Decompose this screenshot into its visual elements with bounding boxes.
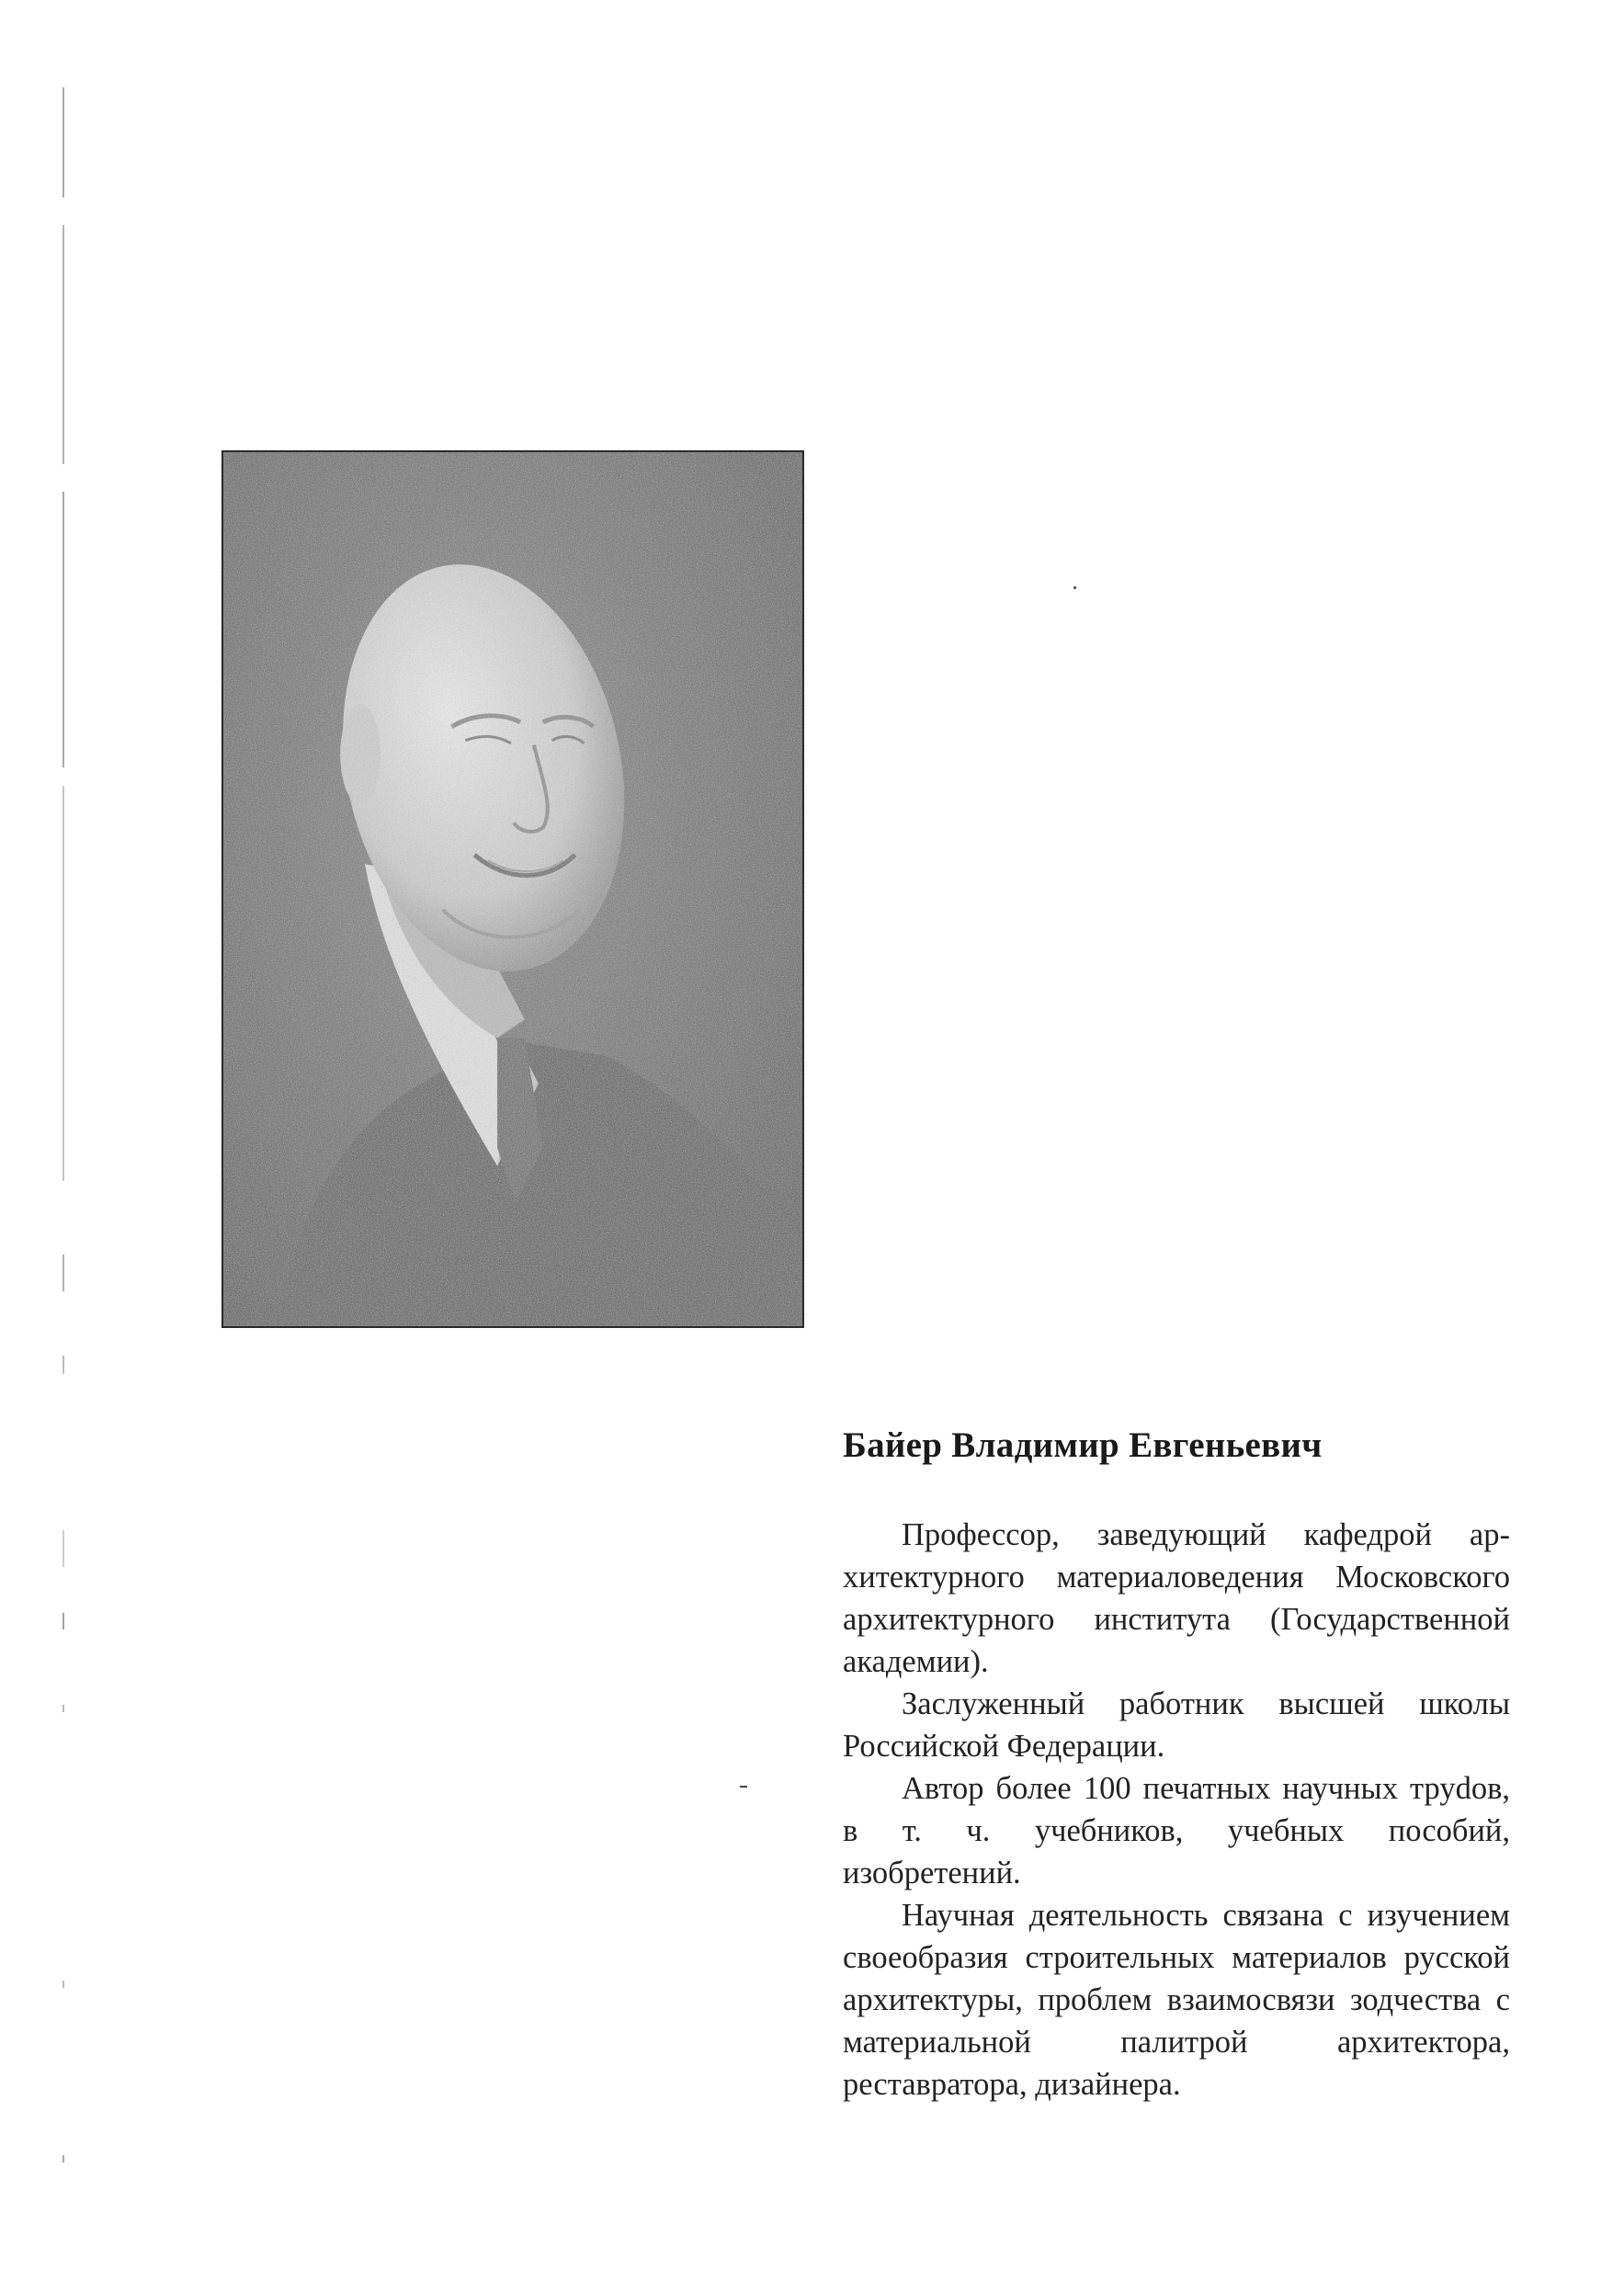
bio-paragraph-research: Научная деятельность связана с изучением своеобразия строительных материалов русской архитектуры, проблем взаимосвязи зодчества с материальной палитрой архитектора, реставратора, дизайнера. — [843, 1898, 1510, 2102]
portrait-photo — [221, 450, 804, 1328]
scan-speck — [740, 1786, 747, 1788]
scan-artifact-edge — [62, 87, 66, 2201]
bio-paragraph-publications: Автор более 100 печатных научных труdов, в т. ч. учебников, учебных пособий, изобретений. — [843, 1771, 1510, 1890]
biography-text — [843, 1514, 1510, 2106]
person-name: Байер Владимир Евгеньевич — [843, 1425, 1323, 1465]
portrait-illustration — [223, 452, 802, 1326]
biography — [843, 1425, 1510, 2106]
scan-speck — [1073, 586, 1076, 589]
bio-paragraph-honor: Заслуженный работник высшей школы Российской Федерации. — [843, 1686, 1510, 1764]
bio-paragraph-position: Профессор, заведующий кафедрой архитектурного материаловедения Московского архитектурного института (Государственной академии). — [843, 1517, 1510, 1679]
